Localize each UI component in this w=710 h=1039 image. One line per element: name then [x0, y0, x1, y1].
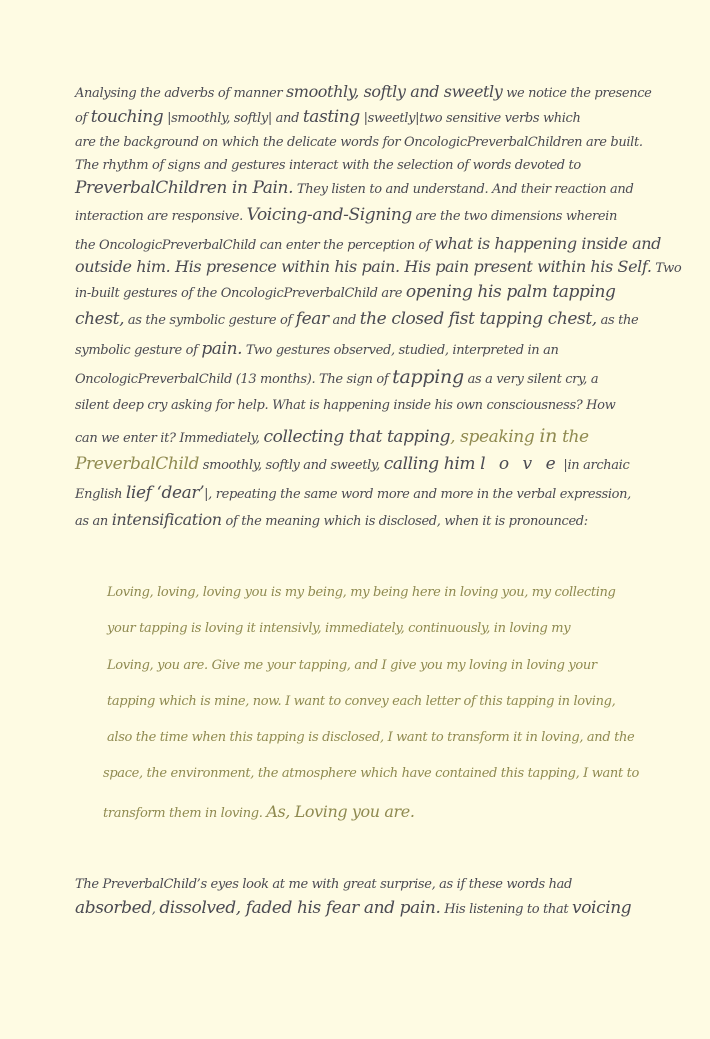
emphasis: dissolved, faded his fear and pain.: [159, 898, 441, 918]
text-line: PreverbalChild smoothly, softly and sweetly, calling him l o v e |in archaic: [75, 454, 630, 474]
text-line: in-built gestures of the OncologicPreverbalChild are opening his palm tapping: [75, 282, 616, 302]
quote-line: your tapping is loving it intensivly, immediately, continuously, in loving my: [107, 621, 571, 636]
quote-line: tapping which is mine, now. I want to convey each letter of this tapping in loving,: [107, 694, 616, 709]
text-line: of touching |smoothly, softly| and tasting |sweetly|two sensitive verbs which: [75, 107, 581, 127]
quote-line: transform them in loving. As, Loving you are.: [103, 802, 415, 821]
emphasis-olive: in: [539, 425, 558, 447]
text-line: are the background on which the delicate words for OncologicPreverbalChildren are built.: [75, 135, 643, 150]
emphasis-olive: the: [557, 427, 589, 447]
quote-line: space, the environment, the atmosphere which have contained this tapping, I want to: [103, 766, 639, 781]
text-line: English lief ‘dear’|, repeating the same word more and more in the verbal expression,: [75, 483, 631, 503]
text-line: The PreverbalChild’s eyes look at me with great surprise, as if these words had: [75, 877, 572, 892]
quote-line: also the time when this tapping is disclosed, I want to transform it in loving, and the: [107, 730, 635, 745]
emphasis: Voicing-and-Signing: [246, 205, 412, 225]
emphasis: absorbed: [75, 898, 152, 918]
text-line: OncologicPreverbalChild (13 months). The sign of tapping as a very silent cry, a: [75, 366, 599, 388]
emphasis-olive: PreverbalChild: [75, 454, 199, 474]
quote-emphasis: As, Loving you are.: [266, 802, 415, 821]
emphasis: pain.: [201, 339, 243, 359]
text-line: can we enter it? Immediately, collecting that tapping, speaking in the: [75, 425, 589, 447]
emphasis: intensification: [111, 510, 222, 529]
emphasis: what is happening inside and: [434, 234, 661, 253]
emphasis: collecting that tapping: [263, 427, 451, 447]
text-line: absorbed, dissolved, faded his fear and pain. His listening to that voicing: [75, 898, 632, 918]
emphasis-spaced: l o v e: [480, 454, 560, 474]
text-line: Analysing the adverbs of manner smoothly, softly and sweetly we notice the presence: [75, 82, 652, 101]
quote-line: Loving, loving, loving you is my being, my being here in loving you, my collecting: [107, 585, 616, 600]
emphasis-olive: , speaking: [450, 427, 540, 447]
emphasis: tapping: [392, 366, 464, 388]
emphasis: chest,: [75, 309, 125, 329]
text-line: outside him. His presence within his pain. His pain present within his Self. Two: [75, 257, 682, 276]
emphasis: outside him. His presence within his pain. His pain present within his Self.: [75, 257, 652, 276]
text-line: interaction are responsive. Voicing-and-Signing are the two dimensions wherein: [75, 205, 618, 225]
quote-line: Loving, you are. Give me your tapping, and I give you my loving in loving your: [107, 658, 597, 673]
emphasis: voicing: [572, 898, 632, 918]
text-line: the OncologicPreverbalChild can enter the perception of what is happening inside and: [75, 234, 661, 253]
emphasis: touching: [90, 107, 164, 127]
emphasis: calling him: [383, 454, 481, 474]
emphasis: smoothly, softly and sweetly: [285, 82, 503, 101]
text-line: silent deep cry asking for help. What is happening inside his own consciousness? How: [75, 398, 616, 413]
emphasis: opening his palm tapping: [405, 282, 616, 302]
text-line: The rhythm of signs and gestures interact with the selection of words devoted to: [75, 158, 581, 173]
text-line: as an intensification of the meaning which is disclosed, when it is pronounced:: [75, 510, 588, 529]
text-line: symbolic gesture of pain. Two gestures observed, studied, interpreted in an: [75, 339, 559, 359]
emphasis: tasting: [302, 107, 360, 127]
emphasis: the closed fist tapping chest,: [359, 309, 597, 329]
text-line: chest, as the symbolic gesture of fear and the closed fist tapping chest, as the: [75, 309, 639, 329]
emphasis: fear: [295, 309, 329, 329]
text-line: PreverbalChildren in Pain. They listen to and understand. And their reaction and: [75, 178, 634, 198]
emphasis: PreverbalChildren in Pain.: [75, 178, 294, 198]
emphasis: lief ‘dear’: [125, 483, 205, 503]
